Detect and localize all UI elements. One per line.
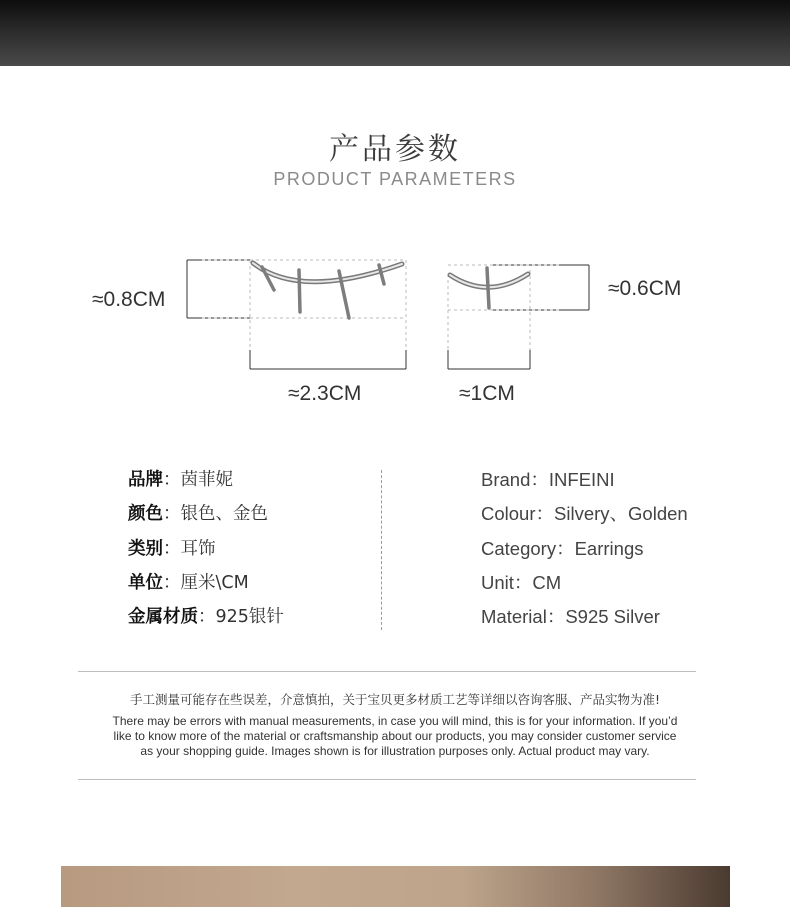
spec-divider <box>381 470 382 630</box>
spec-row-brand-en: Brand：INFEINI <box>481 469 615 490</box>
notice-en-line-1: There may be errors with manual measurements, in case you will mind, this is for your information. If you’d <box>112 714 678 728</box>
top-banner-photo <box>0 0 790 66</box>
spec-row-category-en: Category：Earrings <box>481 537 644 559</box>
small-width-label: ≈1CM <box>459 382 515 405</box>
spec-list-cn <box>128 466 284 637</box>
large-width-label: ≈2.3CM <box>288 382 362 405</box>
spec-row-brand-cn: 品牌：茵菲妮 <box>128 470 233 490</box>
notice-en-line-2: like to know more of the material or craftsmanship about our products, you may consider customer service <box>113 729 677 743</box>
spec-row-color-cn: 颜色：银色、金色 <box>128 504 268 525</box>
model-photo <box>61 866 730 907</box>
notice-bottom-rule <box>78 779 696 780</box>
notice-cn: 手工测量可能存在些误差，介意慎拍，关于宝贝更多材质工艺等详细以咨询客服、产品实物为准! <box>129 692 660 707</box>
page-title-cn: 产品参数 <box>329 132 461 167</box>
notice-en-line-3: as your shopping guide. Images shown is for illustration purposes only. Actual product may vary. <box>140 744 650 758</box>
small-height-label: ≈0.6CM <box>608 277 682 300</box>
spec-list-en <box>481 466 688 637</box>
spec-row-category-cn: 类别：耳饰 <box>128 538 216 559</box>
notice-en <box>92 714 698 759</box>
size-diagram <box>0 240 790 420</box>
large-dimension-guides <box>187 260 406 369</box>
spec-row-unit-en: Unit：CM <box>481 571 562 593</box>
small-cross-earring-icon <box>450 268 528 308</box>
spec-row-color-en: Colour：Silvery、Golden <box>481 503 688 525</box>
page-title-en: PRODUCT PARAMETERS <box>273 169 517 189</box>
curved-bar-earring-icon <box>253 263 402 318</box>
large-height-label: ≈0.8CM <box>92 288 166 311</box>
spec-row-material-en: Material：S925 Silver <box>481 606 660 628</box>
spec-row-material-cn: 金属材质：925银针 <box>128 607 284 628</box>
notice-top-rule <box>78 671 696 672</box>
spec-row-unit-cn: 单位：厘米\CM <box>128 572 249 593</box>
